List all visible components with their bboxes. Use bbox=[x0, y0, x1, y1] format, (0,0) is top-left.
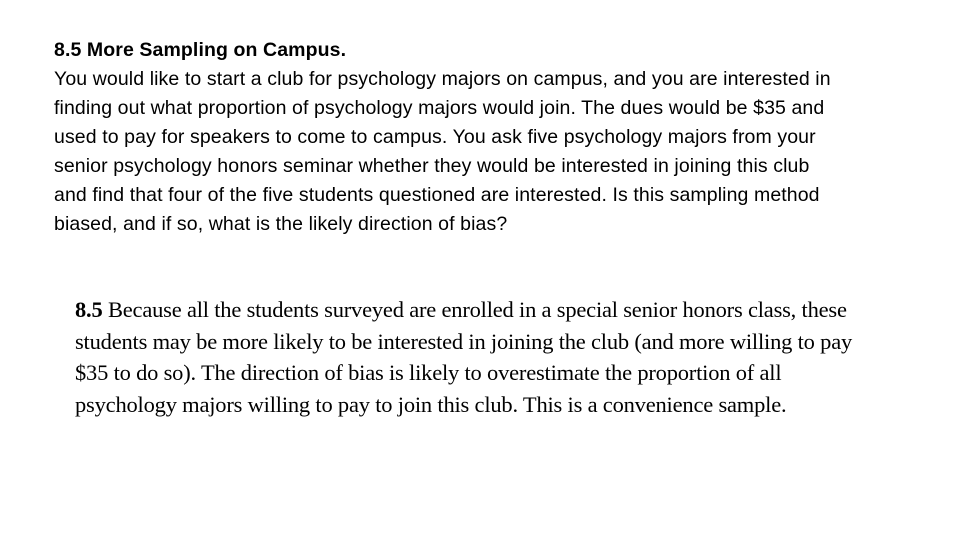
question-block bbox=[54, 36, 934, 239]
question-line: biased, and if so, what is the likely direction of bias? bbox=[54, 213, 508, 235]
answer-block bbox=[75, 294, 925, 420]
answer-number: 8.5 bbox=[75, 297, 103, 322]
answer-line: $35 to do so). The direction of bias is likely to overestimate the proportion of all bbox=[75, 360, 782, 385]
question-line: finding out what proportion of psychology majors would join. The dues would be $35 and bbox=[54, 97, 825, 119]
answer-line: psychology majors willing to pay to join this club. This is a convenience sample. bbox=[75, 391, 787, 417]
question-line: You would like to start a club for psychology majors on campus, and you are interested in bbox=[54, 68, 831, 90]
answer-line bbox=[75, 294, 925, 326]
question-title: 8.5 More Sampling on Campus. bbox=[54, 39, 347, 61]
question-body bbox=[54, 65, 934, 239]
question-line: used to pay for speakers to come to campus. You ask five psychology majors from your bbox=[54, 126, 816, 148]
answer-line-text: Because all the students surveyed are enrolled in a special senior honors class, these bbox=[102, 297, 847, 322]
question-line: senior psychology honors seminar whether they would be interested in joining this club bbox=[54, 155, 810, 177]
question-line: and find that four of the five students questioned are interested. Is this sampling method bbox=[54, 184, 820, 206]
answer-line: students may be more likely to be interested in joining the club (and more willing to pay bbox=[75, 328, 853, 354]
